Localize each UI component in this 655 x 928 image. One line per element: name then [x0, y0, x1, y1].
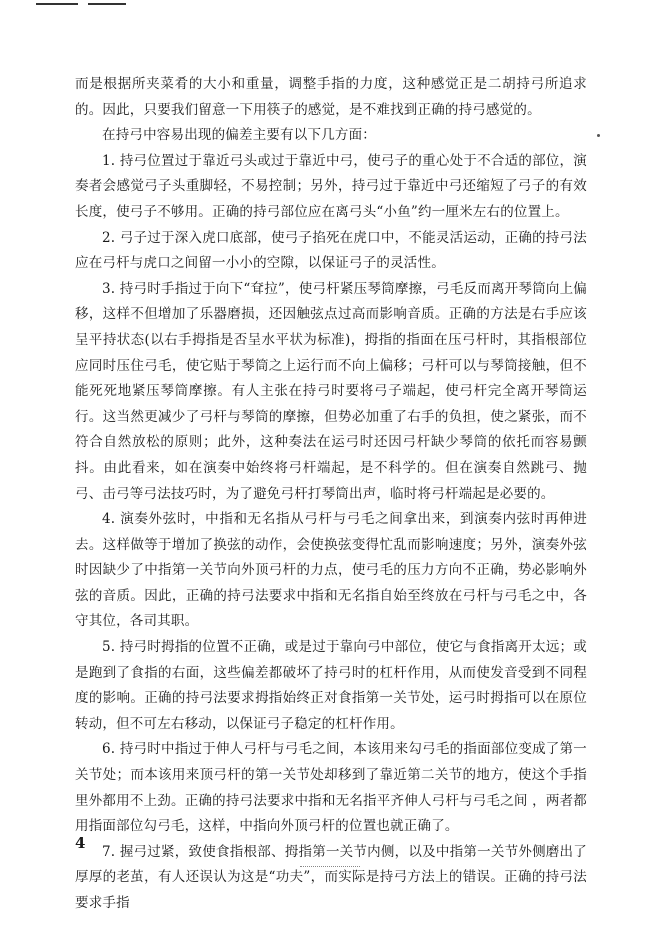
- paragraph-item-4: 4. 演奏外弦时，中指和无名指从弓杆与弓毛之间拿出来，到演奏内弦时再伸进去。这样做等于增加了换弦的动作，会使换弦变得忙乱而影响速度；另外，演奏外弦时因缺少了中指第一关节向外顶弓杆的力点，使弓毛的压力方向不正确，势必影响外弦的音质。因此，正确的持弓法要求中指和无名指自始至终放在弓杆与弓毛之中，各守其位，各司其职。: [75, 511, 587, 630]
- paragraph-item-2: 2. 弓子过于深入虎口底部，使弓子掐死在虎口中，不能灵活运动，正确的持弓法应在弓杆与虎口之间留一小小的空隙，以保证弓子的灵活性。: [75, 229, 587, 272]
- paragraph-item-6: 6. 持弓时中指过于伸人弓杆与弓毛之间，本该用来勾弓毛的指面部位变成了第一关节处；而本该用来顶弓杆的第一关节处却移到了靠近第二关节的地方，使这个手指里外都用不上劲。正确的持弓法要求中指和无名指平齐伸人弓杆与弓毛之间 ，两者都用指面部位勾弓毛，这样，中指向外顶弓杆的位置也就正确了。: [75, 741, 587, 835]
- paragraph-item-3: 3. 持弓时手指过于向下“耷拉”，使弓杆紧压琴筒摩擦，弓毛反而离开琴筒向上偏移，这样不但增加了乐器磨损，还因触弦点过高而影响音质。正确的方法是右手应该呈平持状态(以右手拇指是否呈水平状为标准)，拇指的指面在压弓杆时，其指根部位应同时压住弓毛，使它贴于琴筒之上运行而不向上偏移；弓杆可以与琴筒接触，但不能死死地紧压琴筒摩擦。有人主张在持弓时要将弓子端起，使弓杆完全离开琴筒运行。这当然更减少了弓杆与琴筒的摩擦，但势必加重了右手的负担，使之紧张，而不符合自然放松的原则；此外，这种奏法在运弓时还因弓杆缺少琴筒的依托而容易颤抖。由此看来，如在演奏中始终将弓杆端起，是不科学的。但在演奏自然跳弓、抛弓、击弓等弓法技巧时，为了避免弓杆打琴筒出声，临时将弓杆端起是必要的。: [75, 280, 587, 502]
- scan-speck: [597, 134, 600, 137]
- scan-dotted-line: [300, 866, 360, 867]
- scan-mark: [88, 3, 126, 5]
- page-number: 4: [75, 834, 86, 852]
- scan-mark: [36, 3, 78, 5]
- scan-edge-marks: [0, 0, 655, 10]
- paragraph-continuation: 而是根据所夹菜肴的大小和重量，调整手指的力度，这种感觉正是二胡持弓所追求的。因此，只要我们留意一下用筷子的感觉，是不难找到正确的持弓感觉的。: [75, 76, 587, 118]
- paragraph-item-1: 1. 持弓位置过于靠近弓头或过于靠近中弓，使弓子的重心处于不合适的部位，演奏者会感觉弓子头重脚轻，不易控制；另外，持弓过于靠近中弓还缩短了弓子的有效长度，使弓子不够用。正确的持弓部位应在离弓头“小鱼”约一厘米左右的位置上。: [75, 152, 587, 220]
- paragraph-item-5: 5. 持弓时拇指的位置不正确，或是过于靠向弓中部位，使它与食指离开太远；或是跑到了食指的右面，这些偏差都破坏了持弓时的杠杆作用，从而使发音受到不同程度的影响。正确的持弓法要求拇指始终正对食指第一关节处，运弓时拇指可以在原位转动，但不可左右移动，以保证弓子稳定的杠杆作用。: [75, 639, 587, 732]
- document-page-body: [75, 72, 587, 917]
- paragraph-item-7: 7. 握弓过紧，致使食指根部、拇指第一关节内侧，以及中指第一关节外侧磨出了厚厚的老茧，有人还误认为这是“功夫”，而实际是持弓方法上的错误。正确的持弓法要求手指: [75, 843, 587, 911]
- paragraph-intro: 在持弓中容易出现的偏差主要有以下几方面：: [102, 127, 376, 144]
